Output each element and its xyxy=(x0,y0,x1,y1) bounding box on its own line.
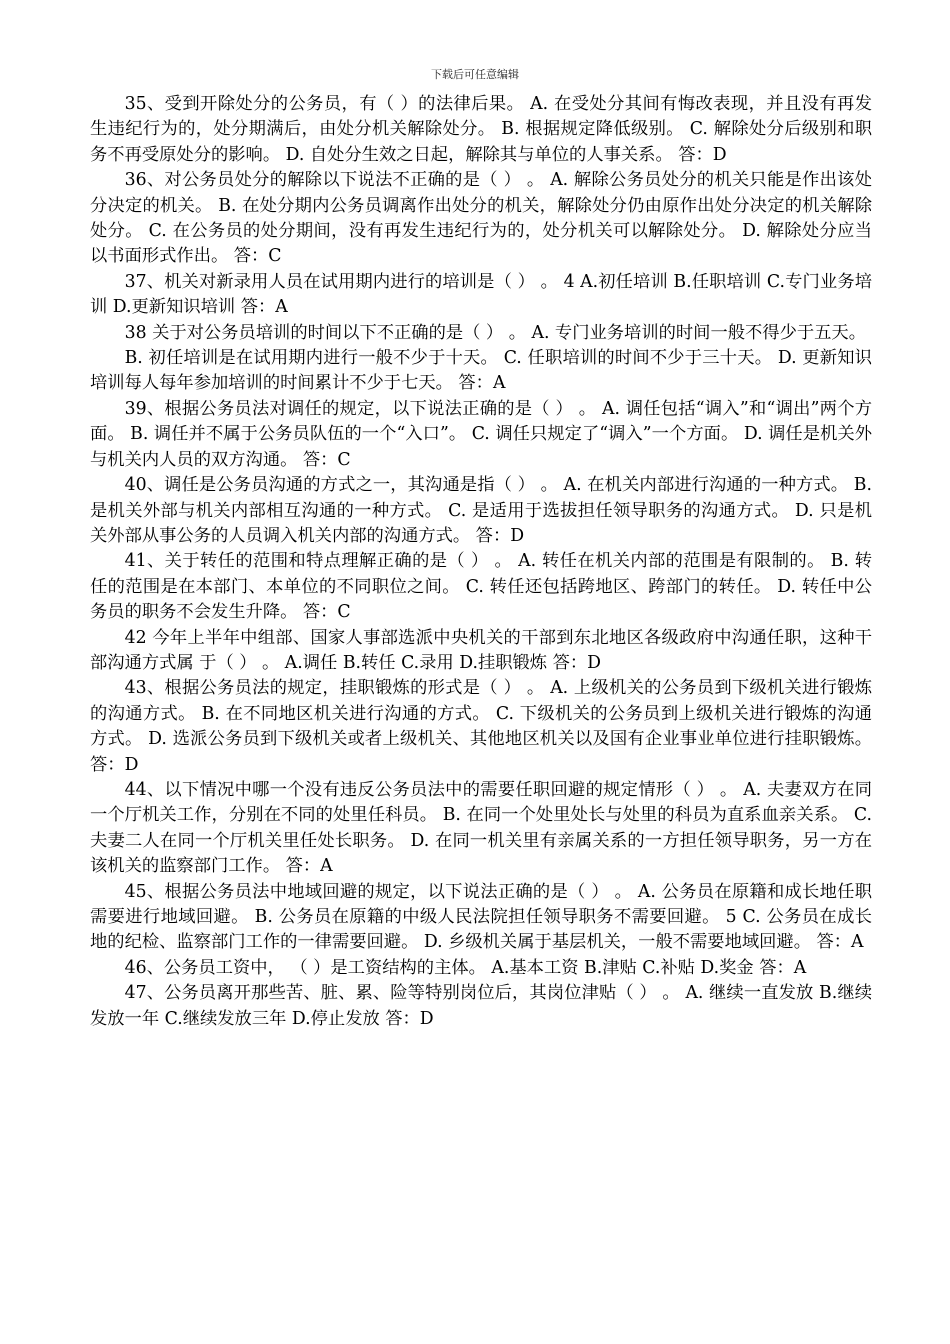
question-43: 43、根据公务员法的规定，挂职锻炼的形式是（ ） 。 A. 上级机关的公务员到下级机关进行锻炼的沟通方式。 B. 在不同地区机关进行沟通的方式。 C. 下级机关的公务员到上级机关进行锻炼的沟通方式。 D. 选派公务员到下级机关或者上级机关、其他地区机关以及国有企业事业单位进行挂职锻炼。 答：D xyxy=(90,678,872,775)
question-36: 36、对公务员处分的解除以下说法不正确的是（ ） 。 A. 解除公务员处分的机关只能是作出该处分决定的机关。 B. 在处分期内公务员调离作出处分的机关，解除处分仍由原作出处分决定的机关解除处分。 C. 在公务员的处分期间，没有再发生违纪行为的，处分机关可以解除处分。 D. 解除处分应当以书面形式作出。 答：C xyxy=(90,170,872,267)
question-41: 41、关于转任的范围和特点理解正确的是（ ） 。 A. 转任在机关内部的范围是有限制的。 B. 转任的范围是在本部门、本单位的不同职位之间。 C. 转任还包括跨地区、跨部门的转任。 D. 转任中公务员的职务不会发生升降。 答：C xyxy=(90,551,872,623)
question-38-continued: B. 初任培训是在试用期内进行一般不少于十天。 C. 任职培训的时间不少于三十天。 D. 更新知识培训每人每年参加培训的时间累计不少于七天。 答：A xyxy=(90,348,872,394)
question-35: 35、受到开除处分的公务员，有（ ）的法律后果。 A. 在受处分其间有悔改表现，并且没有再发生违纪行为的，处分期满后，由处分机关解除处分。 B. 根据规定降低级别。 C. 解除处分后级别和职务不再受原处分的影响。 D. 自处分生效之日起，解除其与单位的人事关系。 答：D xyxy=(90,94,872,165)
question-44: 44、以下情况中哪一个没有违反公务员法中的需要任职回避的规定情形（ ） 。 A. 夫妻双方在同一个厅机关工作，分别在不同的处里任科员。 B. 在同一个处里处长与处里的科员为直系血亲关系。 C. 夫妻二人在同一个厅机关里任处长职务。 D. 在同一机关里有亲属关系的一方担任领导职务，另一方在该机关的监察部门工作。 答：A xyxy=(90,779,872,877)
question-47: 47、公务员离开那些苦、脏、累、险等特别岗位后，其岗位津贴（ ） 。 A. 继续一直发放 B.继续发放一年 C.继续发放三年 D.停止发放 答：D xyxy=(90,983,872,1029)
page-header: 下载后可任意编辑 xyxy=(431,68,519,81)
question-40: 40、调任是公务员沟通的方式之一，其沟通是指（ ） 。 A. 在机关内部进行沟通的一种方式。 B. 是机关外部与机关内部相互沟通的一种方式。 C. 是适用于选拔担任领导职务的沟通方式。 D. 只是机关外部从事公务的人员调入机关内部的沟通方式。 答：D xyxy=(90,475,872,546)
question-37: 37、机关对新录用人员在试用期内进行的培训是（ ） 。 4 A.初任培训 B.任职培训 C.专门业务培训 D.更新知识培训 答：A xyxy=(90,271,872,318)
question-42: 42 今年上半年中组部、国家人事部选派中央机关的干部到东北地区各级政府中沟通任职，这种干部沟通方式属 于（ ） 。 A.调任 B.转任 C.录用 D.挂职锻炼 答：D xyxy=(90,627,872,673)
document-body xyxy=(90,92,872,1032)
question-46: 46、公务员工资中， （ ）是工资结构的主体。 A.基本工资 B.津贴 C.补贴 D.奖金 答：A xyxy=(124,957,807,978)
question-38: 38 关于对公务员培训的时间以下不正确的是（ ） 。 A. 专门业务培训的时间一般不得少于五天。 xyxy=(124,322,866,343)
question-39: 39、根据公务员法对调任的规定，以下说法正确的是（ ） 。 A. 调任包括“调入”和“调出”两个方面。 B. 调任并不属于公务员队伍的一个“入口”。 C. 调任只规定了“调入”一个方面。 D. 调任是机关外与机关内人员的双方沟通。 答：C xyxy=(90,398,872,470)
question-45: 45、根据公务员法中地域回避的规定，以下说法正确的是（ ） 。 A. 公务员在原籍和成长地任职需要进行地域回避。 B. 公务员在原籍的中级人民法院担任领导职务不需要回避。 5 C. 公务员在成长地的纪检、监察部门工作的一律需要回避。 D. 乡级机关属于基层机关，一般不需要地域回避。 答：A xyxy=(90,881,872,953)
